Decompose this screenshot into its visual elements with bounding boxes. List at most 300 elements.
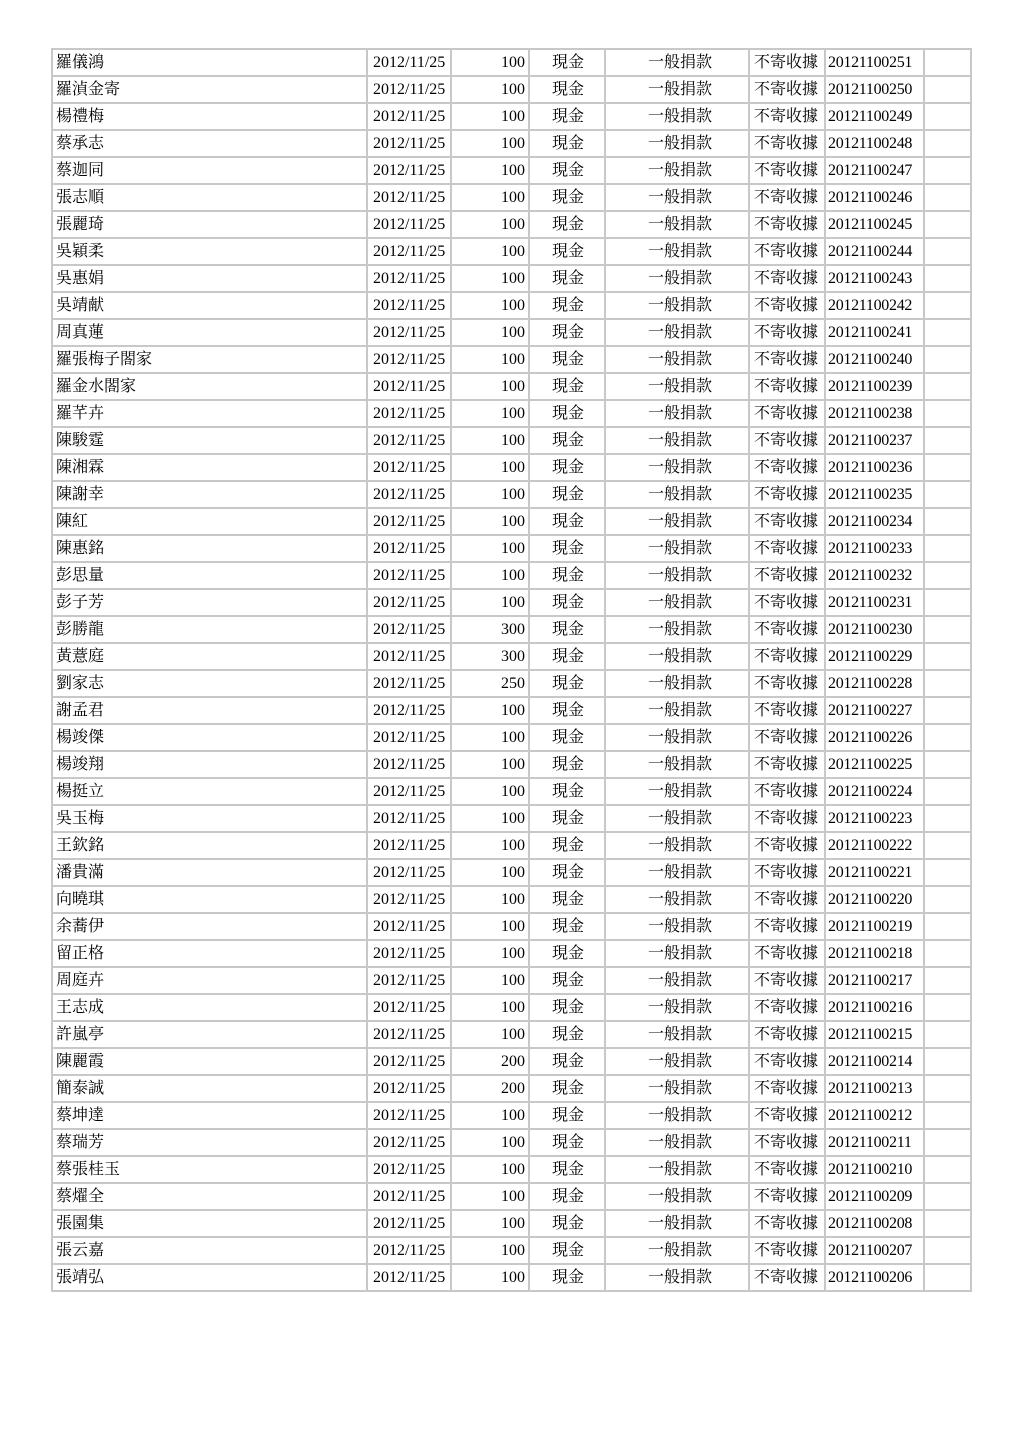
donor-name-cell: 彭勝龍 <box>52 616 367 643</box>
receipt-option-cell: 不寄收據 <box>749 400 825 427</box>
donation-amount-cell: 100 <box>451 454 529 481</box>
table-row <box>52 778 971 805</box>
receipt-number-cell: 20121100245 <box>825 211 924 238</box>
donation-date-cell: 2012/11/25 <box>367 589 451 616</box>
receipt-number-cell: 20121100231 <box>825 589 924 616</box>
table-row <box>52 724 971 751</box>
receipt-number-cell: 20121100236 <box>825 454 924 481</box>
donor-name-cell: 彭思量 <box>52 562 367 589</box>
table-row <box>52 535 971 562</box>
table-row <box>52 697 971 724</box>
donation-amount-cell: 100 <box>451 940 529 967</box>
blank-cell <box>924 1129 971 1156</box>
donor-name-cell: 陳謝幸 <box>52 481 367 508</box>
blank-cell <box>924 1075 971 1102</box>
blank-cell <box>924 1021 971 1048</box>
donor-name-cell: 蔡燿全 <box>52 1183 367 1210</box>
receipt-number-cell: 20121100228 <box>825 670 924 697</box>
table-row <box>52 886 971 913</box>
donation-date-cell: 2012/11/25 <box>367 1021 451 1048</box>
payment-method-cell: 現金 <box>529 589 605 616</box>
payment-method-cell: 現金 <box>529 1075 605 1102</box>
donation-date-cell: 2012/11/25 <box>367 1048 451 1075</box>
payment-method-cell: 現金 <box>529 886 605 913</box>
blank-cell <box>924 1237 971 1264</box>
donation-amount-cell: 100 <box>451 913 529 940</box>
receipt-option-cell: 不寄收據 <box>749 616 825 643</box>
donation-category-cell: 一般捐款 <box>605 859 749 886</box>
donor-name-cell: 陳麗霞 <box>52 1048 367 1075</box>
receipt-number-cell: 20121100233 <box>825 535 924 562</box>
table-row <box>52 130 971 157</box>
payment-method-cell: 現金 <box>529 103 605 130</box>
receipt-option-cell: 不寄收據 <box>749 292 825 319</box>
receipt-option-cell: 不寄收據 <box>749 643 825 670</box>
donation-amount-cell: 100 <box>451 589 529 616</box>
payment-method-cell: 現金 <box>529 751 605 778</box>
donation-category-cell: 一般捐款 <box>605 157 749 184</box>
donation-date-cell: 2012/11/25 <box>367 1183 451 1210</box>
receipt-number-cell: 20121100216 <box>825 994 924 1021</box>
donation-category-cell: 一般捐款 <box>605 508 749 535</box>
donation-category-cell: 一般捐款 <box>605 1102 749 1129</box>
payment-method-cell: 現金 <box>529 157 605 184</box>
receipt-number-cell: 20121100210 <box>825 1156 924 1183</box>
payment-method-cell: 現金 <box>529 940 605 967</box>
receipt-number-cell: 20121100217 <box>825 967 924 994</box>
donation-table <box>51 48 972 1292</box>
donation-date-cell: 2012/11/25 <box>367 832 451 859</box>
donor-name-cell: 劉家志 <box>52 670 367 697</box>
payment-method-cell: 現金 <box>529 724 605 751</box>
donation-date-cell: 2012/11/25 <box>367 454 451 481</box>
table-row <box>52 994 971 1021</box>
receipt-option-cell: 不寄收據 <box>749 103 825 130</box>
donation-amount-cell: 100 <box>451 724 529 751</box>
receipt-option-cell: 不寄收據 <box>749 427 825 454</box>
blank-cell <box>924 1156 971 1183</box>
blank-cell <box>924 130 971 157</box>
donation-category-cell: 一般捐款 <box>605 1210 749 1237</box>
donation-date-cell: 2012/11/25 <box>367 913 451 940</box>
donation-amount-cell: 100 <box>451 697 529 724</box>
donor-name-cell: 張麗琦 <box>52 211 367 238</box>
receipt-option-cell: 不寄收據 <box>749 76 825 103</box>
donor-name-cell: 張靖弘 <box>52 1264 367 1291</box>
blank-cell <box>924 1183 971 1210</box>
donation-amount-cell: 100 <box>451 535 529 562</box>
receipt-number-cell: 20121100250 <box>825 76 924 103</box>
receipt-number-cell: 20121100240 <box>825 346 924 373</box>
donation-category-cell: 一般捐款 <box>605 454 749 481</box>
receipt-option-cell: 不寄收據 <box>749 670 825 697</box>
donor-name-cell: 周真蓮 <box>52 319 367 346</box>
table-row <box>52 1048 971 1075</box>
blank-cell <box>924 319 971 346</box>
donor-name-cell: 陳紅 <box>52 508 367 535</box>
donation-category-cell: 一般捐款 <box>605 481 749 508</box>
donation-category-cell: 一般捐款 <box>605 778 749 805</box>
donor-name-cell: 羅芊卉 <box>52 400 367 427</box>
receipt-number-cell: 20121100213 <box>825 1075 924 1102</box>
donor-name-cell: 蔡迦同 <box>52 157 367 184</box>
table-row <box>52 832 971 859</box>
donor-name-cell: 羅金水閤家 <box>52 373 367 400</box>
receipt-number-cell: 20121100226 <box>825 724 924 751</box>
receipt-option-cell: 不寄收據 <box>749 697 825 724</box>
receipt-option-cell: 不寄收據 <box>749 913 825 940</box>
payment-method-cell: 現金 <box>529 211 605 238</box>
donation-date-cell: 2012/11/25 <box>367 292 451 319</box>
payment-method-cell: 現金 <box>529 643 605 670</box>
donor-name-cell: 吳玉梅 <box>52 805 367 832</box>
payment-method-cell: 現金 <box>529 1048 605 1075</box>
donation-category-cell: 一般捐款 <box>605 130 749 157</box>
blank-cell <box>924 211 971 238</box>
table-row <box>52 319 971 346</box>
receipt-number-cell: 20121100215 <box>825 1021 924 1048</box>
donor-name-cell: 簡泰誠 <box>52 1075 367 1102</box>
receipt-number-cell: 20121100223 <box>825 805 924 832</box>
donor-name-cell: 彭子芳 <box>52 589 367 616</box>
donor-name-cell: 張志順 <box>52 184 367 211</box>
donation-category-cell: 一般捐款 <box>605 238 749 265</box>
blank-cell <box>924 400 971 427</box>
donation-date-cell: 2012/11/25 <box>367 967 451 994</box>
donation-date-cell: 2012/11/25 <box>367 1102 451 1129</box>
receipt-option-cell: 不寄收據 <box>749 967 825 994</box>
blank-cell <box>924 859 971 886</box>
receipt-option-cell: 不寄收據 <box>749 346 825 373</box>
receipt-number-cell: 20121100229 <box>825 643 924 670</box>
donation-category-cell: 一般捐款 <box>605 319 749 346</box>
table-row <box>52 238 971 265</box>
receipt-option-cell: 不寄收據 <box>749 562 825 589</box>
blank-cell <box>924 913 971 940</box>
donation-date-cell: 2012/11/25 <box>367 886 451 913</box>
donor-name-cell: 蔡坤達 <box>52 1102 367 1129</box>
receipt-number-cell: 20121100207 <box>825 1237 924 1264</box>
donor-name-cell: 吳靖献 <box>52 292 367 319</box>
donation-category-cell: 一般捐款 <box>605 1129 749 1156</box>
payment-method-cell: 現金 <box>529 400 605 427</box>
payment-method-cell: 現金 <box>529 454 605 481</box>
donation-amount-cell: 100 <box>451 238 529 265</box>
payment-method-cell: 現金 <box>529 697 605 724</box>
payment-method-cell: 現金 <box>529 184 605 211</box>
payment-method-cell: 現金 <box>529 292 605 319</box>
receipt-option-cell: 不寄收據 <box>749 1075 825 1102</box>
donation-category-cell: 一般捐款 <box>605 292 749 319</box>
receipt-option-cell: 不寄收據 <box>749 508 825 535</box>
donation-category-cell: 一般捐款 <box>605 751 749 778</box>
blank-cell <box>924 886 971 913</box>
donation-date-cell: 2012/11/25 <box>367 535 451 562</box>
blank-cell <box>924 157 971 184</box>
donation-category-cell: 一般捐款 <box>605 1183 749 1210</box>
blank-cell <box>924 184 971 211</box>
donation-date-cell: 2012/11/25 <box>367 130 451 157</box>
table-row <box>52 1129 971 1156</box>
table-row <box>52 1075 971 1102</box>
donation-amount-cell: 100 <box>451 886 529 913</box>
donation-date-cell: 2012/11/25 <box>367 697 451 724</box>
donation-amount-cell: 100 <box>451 346 529 373</box>
receipt-number-cell: 20121100209 <box>825 1183 924 1210</box>
donation-category-cell: 一般捐款 <box>605 103 749 130</box>
donation-date-cell: 2012/11/25 <box>367 724 451 751</box>
blank-cell <box>924 76 971 103</box>
receipt-number-cell: 20121100241 <box>825 319 924 346</box>
receipt-number-cell: 20121100249 <box>825 103 924 130</box>
donation-amount-cell: 100 <box>451 1102 529 1129</box>
donation-amount-cell: 100 <box>451 832 529 859</box>
donation-table-body <box>52 49 971 1291</box>
receipt-number-cell: 20121100224 <box>825 778 924 805</box>
donation-category-cell: 一般捐款 <box>605 724 749 751</box>
receipt-number-cell: 20121100243 <box>825 265 924 292</box>
table-row <box>52 1021 971 1048</box>
donation-date-cell: 2012/11/25 <box>367 346 451 373</box>
donor-name-cell: 吳惠娟 <box>52 265 367 292</box>
table-row <box>52 1102 971 1129</box>
receipt-option-cell: 不寄收據 <box>749 832 825 859</box>
donation-category-cell: 一般捐款 <box>605 427 749 454</box>
payment-method-cell: 現金 <box>529 778 605 805</box>
receipt-option-cell: 不寄收據 <box>749 319 825 346</box>
donor-name-cell: 蔡承志 <box>52 130 367 157</box>
receipt-number-cell: 20121100234 <box>825 508 924 535</box>
blank-cell <box>924 508 971 535</box>
table-row <box>52 49 971 76</box>
blank-cell <box>924 994 971 1021</box>
table-row <box>52 373 971 400</box>
table-row <box>52 1156 971 1183</box>
blank-cell <box>924 535 971 562</box>
donor-name-cell: 留正格 <box>52 940 367 967</box>
donation-category-cell: 一般捐款 <box>605 643 749 670</box>
table-row <box>52 1210 971 1237</box>
donation-category-cell: 一般捐款 <box>605 1075 749 1102</box>
donation-amount-cell: 100 <box>451 859 529 886</box>
donation-amount-cell: 100 <box>451 319 529 346</box>
blank-cell <box>924 562 971 589</box>
receipt-option-cell: 不寄收據 <box>749 238 825 265</box>
payment-method-cell: 現金 <box>529 319 605 346</box>
donation-amount-cell: 100 <box>451 1237 529 1264</box>
donor-name-cell: 陳湘霖 <box>52 454 367 481</box>
donation-amount-cell: 100 <box>451 967 529 994</box>
payment-method-cell: 現金 <box>529 670 605 697</box>
donation-date-cell: 2012/11/25 <box>367 184 451 211</box>
table-row <box>52 940 971 967</box>
payment-method-cell: 現金 <box>529 832 605 859</box>
donation-amount-cell: 200 <box>451 1048 529 1075</box>
blank-cell <box>924 832 971 859</box>
payment-method-cell: 現金 <box>529 265 605 292</box>
donor-name-cell: 楊竣傑 <box>52 724 367 751</box>
blank-cell <box>924 724 971 751</box>
receipt-number-cell: 20121100212 <box>825 1102 924 1129</box>
table-row <box>52 859 971 886</box>
donation-date-cell: 2012/11/25 <box>367 373 451 400</box>
receipt-number-cell: 20121100242 <box>825 292 924 319</box>
blank-cell <box>924 967 971 994</box>
donor-name-cell: 潘貴滿 <box>52 859 367 886</box>
donation-date-cell: 2012/11/25 <box>367 400 451 427</box>
receipt-number-cell: 20121100220 <box>825 886 924 913</box>
receipt-option-cell: 不寄收據 <box>749 778 825 805</box>
donation-amount-cell: 100 <box>451 1021 529 1048</box>
receipt-option-cell: 不寄收據 <box>749 805 825 832</box>
donation-amount-cell: 100 <box>451 130 529 157</box>
receipt-option-cell: 不寄收據 <box>749 1048 825 1075</box>
payment-method-cell: 現金 <box>529 535 605 562</box>
donation-category-cell: 一般捐款 <box>605 994 749 1021</box>
donation-category-cell: 一般捐款 <box>605 1048 749 1075</box>
donation-category-cell: 一般捐款 <box>605 184 749 211</box>
donation-category-cell: 一般捐款 <box>605 589 749 616</box>
donation-category-cell: 一般捐款 <box>605 265 749 292</box>
payment-method-cell: 現金 <box>529 1210 605 1237</box>
donation-amount-cell: 100 <box>451 373 529 400</box>
payment-method-cell: 現金 <box>529 1237 605 1264</box>
table-row <box>52 805 971 832</box>
donor-name-cell: 向曉琪 <box>52 886 367 913</box>
donation-amount-cell: 100 <box>451 751 529 778</box>
donor-name-cell: 王欽銘 <box>52 832 367 859</box>
donation-amount-cell: 100 <box>451 1129 529 1156</box>
donor-name-cell: 羅湞金寄 <box>52 76 367 103</box>
payment-method-cell: 現金 <box>529 859 605 886</box>
receipt-option-cell: 不寄收據 <box>749 940 825 967</box>
table-row <box>52 643 971 670</box>
payment-method-cell: 現金 <box>529 508 605 535</box>
donation-date-cell: 2012/11/25 <box>367 805 451 832</box>
donor-name-cell: 羅儀鴻 <box>52 49 367 76</box>
blank-cell <box>924 454 971 481</box>
donation-date-cell: 2012/11/25 <box>367 670 451 697</box>
receipt-number-cell: 20121100239 <box>825 373 924 400</box>
donation-date-cell: 2012/11/25 <box>367 481 451 508</box>
receipt-number-cell: 20121100248 <box>825 130 924 157</box>
receipt-option-cell: 不寄收據 <box>749 1264 825 1291</box>
receipt-option-cell: 不寄收據 <box>749 1237 825 1264</box>
donation-amount-cell: 250 <box>451 670 529 697</box>
blank-cell <box>924 940 971 967</box>
receipt-number-cell: 20121100247 <box>825 157 924 184</box>
blank-cell <box>924 1210 971 1237</box>
blank-cell <box>924 643 971 670</box>
donation-amount-cell: 100 <box>451 1183 529 1210</box>
donation-category-cell: 一般捐款 <box>605 76 749 103</box>
donation-category-cell: 一般捐款 <box>605 373 749 400</box>
payment-method-cell: 現金 <box>529 1021 605 1048</box>
payment-method-cell: 現金 <box>529 1264 605 1291</box>
blank-cell <box>924 103 971 130</box>
donation-date-cell: 2012/11/25 <box>367 157 451 184</box>
receipt-option-cell: 不寄收據 <box>749 859 825 886</box>
donor-name-cell: 王志成 <box>52 994 367 1021</box>
receipt-option-cell: 不寄收據 <box>749 1183 825 1210</box>
receipt-option-cell: 不寄收據 <box>749 454 825 481</box>
blank-cell <box>924 1048 971 1075</box>
donation-amount-cell: 100 <box>451 1264 529 1291</box>
blank-cell <box>924 589 971 616</box>
donation-category-cell: 一般捐款 <box>605 211 749 238</box>
donor-name-cell: 楊挺立 <box>52 778 367 805</box>
donation-amount-cell: 100 <box>451 508 529 535</box>
table-row <box>52 508 971 535</box>
receipt-option-cell: 不寄收據 <box>749 265 825 292</box>
donation-category-cell: 一般捐款 <box>605 940 749 967</box>
receipt-option-cell: 不寄收據 <box>749 481 825 508</box>
table-row <box>52 292 971 319</box>
payment-method-cell: 現金 <box>529 967 605 994</box>
receipt-option-cell: 不寄收據 <box>749 1102 825 1129</box>
donor-name-cell: 陳惠銘 <box>52 535 367 562</box>
receipt-number-cell: 20121100227 <box>825 697 924 724</box>
donation-date-cell: 2012/11/25 <box>367 49 451 76</box>
donation-date-cell: 2012/11/25 <box>367 994 451 1021</box>
donor-name-cell: 楊竣翔 <box>52 751 367 778</box>
receipt-number-cell: 20121100211 <box>825 1129 924 1156</box>
receipt-number-cell: 20121100218 <box>825 940 924 967</box>
donor-name-cell: 周庭卉 <box>52 967 367 994</box>
donation-category-cell: 一般捐款 <box>605 832 749 859</box>
payment-method-cell: 現金 <box>529 616 605 643</box>
payment-method-cell: 現金 <box>529 1156 605 1183</box>
donation-date-cell: 2012/11/25 <box>367 1129 451 1156</box>
payment-method-cell: 現金 <box>529 373 605 400</box>
blank-cell <box>924 346 971 373</box>
donation-date-cell: 2012/11/25 <box>367 643 451 670</box>
donation-amount-cell: 100 <box>451 427 529 454</box>
table-row <box>52 562 971 589</box>
table-row <box>52 346 971 373</box>
donor-name-cell: 蔡瑞芳 <box>52 1129 367 1156</box>
payment-method-cell: 現金 <box>529 994 605 1021</box>
donation-amount-cell: 300 <box>451 616 529 643</box>
donation-date-cell: 2012/11/25 <box>367 751 451 778</box>
donation-category-cell: 一般捐款 <box>605 49 749 76</box>
blank-cell <box>924 481 971 508</box>
donor-name-cell: 余蕎伊 <box>52 913 367 940</box>
blank-cell <box>924 1264 971 1291</box>
blank-cell <box>924 373 971 400</box>
donation-amount-cell: 100 <box>451 1210 529 1237</box>
donation-category-cell: 一般捐款 <box>605 1156 749 1183</box>
blank-cell <box>924 778 971 805</box>
donation-category-cell: 一般捐款 <box>605 535 749 562</box>
table-row <box>52 481 971 508</box>
receipt-option-cell: 不寄收據 <box>749 49 825 76</box>
table-row <box>52 157 971 184</box>
payment-method-cell: 現金 <box>529 1102 605 1129</box>
donation-date-cell: 2012/11/25 <box>367 427 451 454</box>
donation-category-cell: 一般捐款 <box>605 1237 749 1264</box>
blank-cell <box>924 805 971 832</box>
donation-amount-cell: 100 <box>451 292 529 319</box>
table-row <box>52 1183 971 1210</box>
blank-cell <box>924 616 971 643</box>
receipt-option-cell: 不寄收據 <box>749 535 825 562</box>
receipt-number-cell: 20121100238 <box>825 400 924 427</box>
table-row <box>52 265 971 292</box>
receipt-number-cell: 20121100244 <box>825 238 924 265</box>
donation-date-cell: 2012/11/25 <box>367 103 451 130</box>
table-row <box>52 76 971 103</box>
